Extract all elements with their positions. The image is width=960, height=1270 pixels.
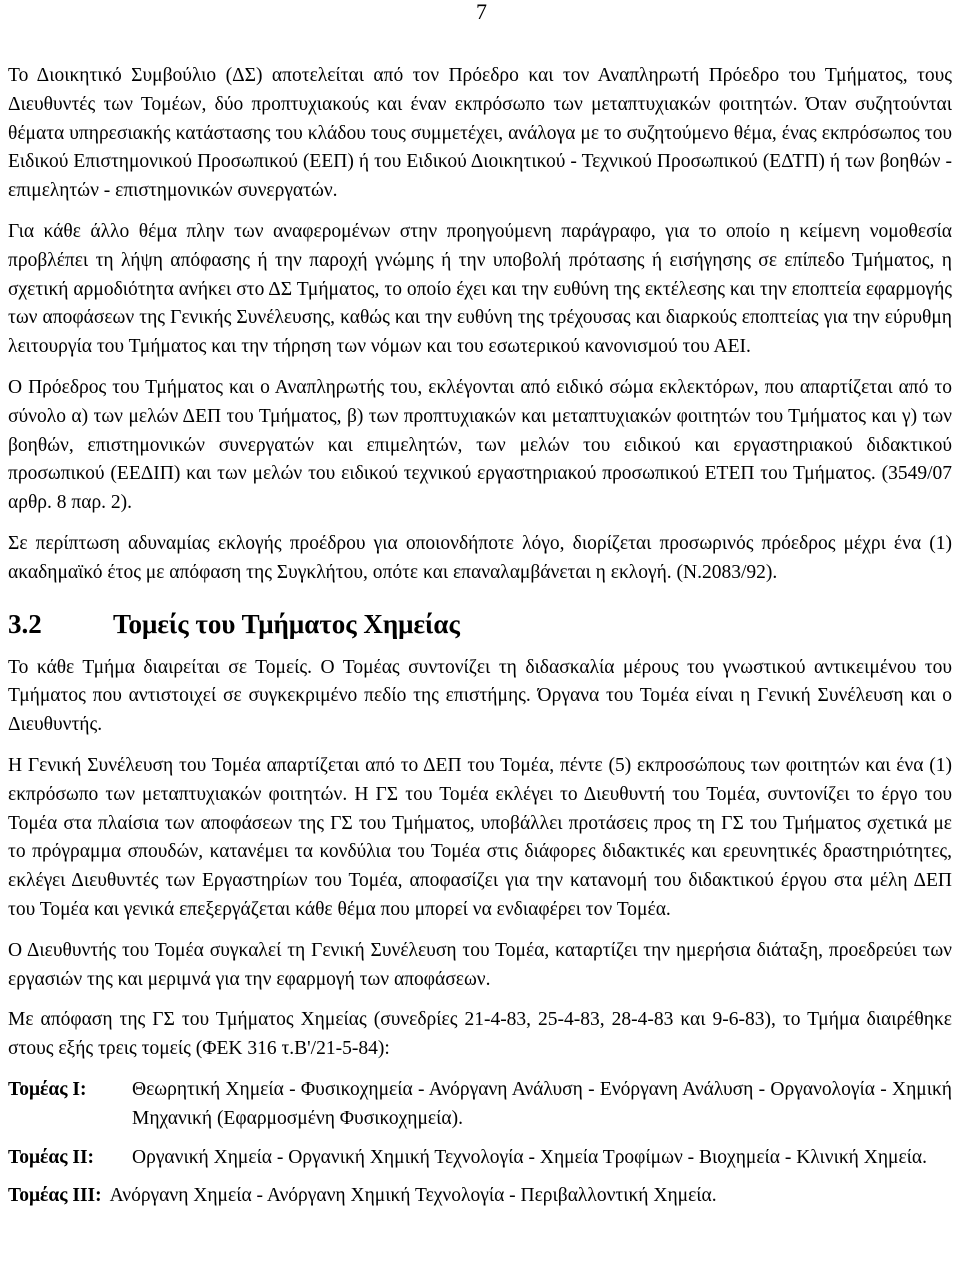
paragraph-board-responsibilities: Για κάθε άλλο θέμα πλην των αναφερομένων στην προηγούμενη παράγραφο, για το οποίο η κείμενη νομοθεσία προβλέπει τη λήψη απόφασης ή την παροχή γνώμης ή την υποβολή πρότασης ή εισήγησης σε επίπεδο Τμήματος, η σχετική αρμοδιότητα ανήκει στο ΔΣ Τμήματος, το οποίο έχει και την ευθύνη της εκτέλεσης και την εποπτεία εφαρμογής των αποφάσεων της Γενικής Συνέλευσης, καθώς και την ευθύνη της τρέχουσας και διαρκούς εποπτείας για την εύρυθμη λειτουργία του Τμήματος και την τήρηση των νόμων και του εσωτερικού κανονισμού του ΑΕΙ. (8, 220, 952, 358)
sector-description: Ανόργανη Χημεία - Ανόργανη Χημική Τεχνολογία - Περιβαλλοντική Χημεία. (109, 1185, 717, 1207)
section-number: 3.2 (8, 608, 42, 639)
paragraph-sector-definition: Το κάθε Τμήμα διαιρείται σε Τομείς. Ο Τομέας συντονίζει τη διδασκαλία μέρους του γνωστικού αντικειμένου του Τμήματος που αντιστοιχεί σε συγκεκριμένο πεδίο της επιστήμης. Όργανα του Τομέα είναι η Γενική Συνέλευση και ο Διευθυντής. (8, 656, 952, 736)
sector-label: Τομέας Ι: (8, 1078, 87, 1100)
section-title: Τομείς του Τμήματος Χημείας (113, 608, 460, 639)
paragraph-sector-director: Ο Διευθυντής του Τομέα συγκαλεί τη Γενική Συνέλευση του Τομέα, καταρτίζει την ημερήσια διάταξη, προεδρεύει των εργασιών της και μεριμνά για την εφαρμογή των αποφάσεων. (8, 939, 952, 990)
paragraph-interim-president: Σε περίπτωση αδυναμίας εκλογής προέδρου για οποιονδήποτε λόγο, διορίζεται προσωρινός πρόεδρος μέχρι ένα (1) ακαδημαϊκό έτος με απόφαση της Συγκλήτου, οπότε και επαναλαμβάνεται η εκλογή. (Ν.2083/92). (8, 532, 952, 583)
section-heading (8, 608, 952, 640)
paragraph-board-composition: Το Διοικητικό Συμβούλιο (ΔΣ) αποτελείται από τον Πρόεδρο και τον Αναπληρωτή Πρόεδρο του Τμήματος, τους Διευθυντές των Τομέων, δύο προπτυχιακούς και έναν εκπρόσωπο των μεταπτυχιακών φοιτητών. Όταν συζητούνται θέματα υπηρεσιακής κατάστασης του κλάδου τους συμμετέχει, ανάλογα με το συζητούμενο θέμα, ένας εκπρόσωπος του Ειδικού Επιστημονικού Προσωπικού (ΕΕΠ) ή του Ειδικού Διοικητικού - Τεχνικού Προσωπικού (ΕΔΤΠ) ή των βοηθών - επιμελητών - επιστημονικών συνεργατών. (8, 65, 952, 202)
sector-item (8, 1076, 952, 1134)
paragraph-sector-assembly: Η Γενική Συνέλευση του Τομέα απαρτίζεται από το ΔΕΠ του Τομέα, πέντε (5) εκπροσώπους των φοιτητών και ένα (1) εκπρόσωπο των μεταπτυχιακών φοιτητών. Η ΓΣ του Τομέα εκλέγει το Διευθυντή του Τομέα, συντονίζει το έργο του Τομέα στα πλαίσια των αποφάσεων της ΓΣ του Τμήματος, υποβάλλει προτάσεις προς τη ΓΣ του Τμήματος σχετικά με το πρόγραμμα σπουδών, κατανέμει τα κονδύλια του Τομέα στις διάφορες διδακτικές και ερευνητικές δραστηριότητες, εκλέγει Διευθυντές των Εργαστηρίων του Τομέα, αποφασίζει για την κατανομή του διδακτικού έργου στα μέλη ΔΕΠ του Τομέα και γενικά επεξεργάζεται κάθε θέμα που μπορεί να ενδιαφέρει τον Τομέα. (8, 754, 952, 920)
sector-description: Θεωρητική Χημεία - Φυσικοχημεία - Ανόργανη Ανάλυση - Ενόργανη Ανάλυση - Οργανολογία - Χημική Μηχανική (Εφαρμοσμένη Φυσικοχημεία). (132, 1078, 952, 1129)
page-number: 7 (476, 0, 487, 24)
paragraph-president-election: Ο Πρόεδρος του Τμήματος και ο Αναπληρωτής του, εκλέγονται από ειδικό σώμα εκλεκτόρων, που απαρτίζεται από το σύνολο α) των μελών ΔΕΠ του Τμήματος, β) των προπτυχιακών και μεταπτυχιακών φοιτητών του Τμήματος και γ) των βοηθών, επιστημονικών συνεργατών και επιμελητών, των μελών του ειδικού και εργαστηριακού διδακτικού προσωπικού (ΕΕΔΙΠ) και των μελών του ειδικού τεχνικού εργαστηριακού προσωπικού ΕΤΕΠ του Τμήματος. (3549/07 αρθρ. 8 παρ. 2). (8, 376, 952, 514)
sector-item (8, 1182, 952, 1211)
sector-description: Οργανική Χημεία - Οργανική Χημική Τεχνολογία - Χημεία Τροφίμων - Βιοχημεία - Κλινική Χημεία. (132, 1146, 928, 1168)
sector-label: Τομέας ΙΙΙ: (8, 1185, 102, 1207)
page-body (8, 62, 952, 1221)
sector-list (8, 1076, 952, 1211)
paragraph-sector-division: Με απόφαση της ΓΣ του Τμήματος Χημείας (συνεδρίες 21-4-83, 25-4-83, 28-4-83 και 9-6-83), το Τμήμα διαιρέθηκε στους εξής τρεις τομείς (ΦΕΚ 316 τ.Β'/21-5-84): (8, 1009, 952, 1060)
sector-item (8, 1144, 952, 1173)
sector-label: Τομέας ΙΙ: (8, 1146, 95, 1168)
